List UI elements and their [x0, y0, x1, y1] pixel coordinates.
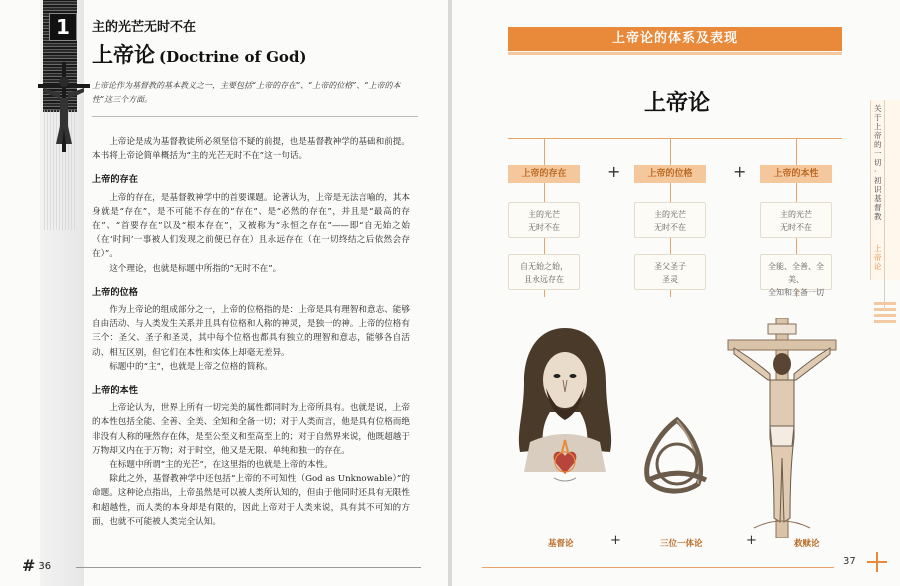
- page-number: 37: [843, 556, 856, 567]
- section-paragraph: 上帝的存在，是基督教神学中的首要课题。论著认为，上帝是无法言喻的，其本身就是“存在”，是不可能不存在的“存在”、是“必然的存在”，并且是“最高的存在”、“首要存在”以及“根本存在”，又被称为“永恒之存在”——即“自无始之始（在‘时间’一事被人们发现之前便已存在）且永远存在（在一切终结之后依然会存在）”。: [92, 192, 410, 260]
- chapter-title: [92, 39, 307, 69]
- box-line: 无时不在: [654, 223, 686, 232]
- chapter-intro: 上帝论作为基督教的基本教义之一，主要包括“上帝的存在”、“上帝的位格”、“上帝的本性”这三个方面。: [92, 81, 401, 104]
- plus-sign: +: [733, 162, 747, 181]
- attribute-label-existence: 上帝的存在: [508, 165, 580, 183]
- footer-cross-icon: [866, 551, 888, 573]
- diagram-banner: 上帝论的体系及表现: [508, 27, 842, 51]
- side-tab-text: 关于上帝的一切 · 初识基督教: [874, 104, 882, 221]
- box-line: 主的光芒: [654, 210, 686, 219]
- section-heading: 上帝的存在: [92, 174, 138, 186]
- side-tab-rule: [884, 100, 885, 310]
- attribute-label-person: 上帝的位格: [634, 165, 706, 183]
- footer-rule: [482, 567, 834, 568]
- attribute-detail-box: [760, 254, 832, 297]
- section-paragraph: 除此之外，基督教神学中还包括“上帝的不可知性（God as Unknowable）”的命题。这种论点指出，上帝虽然是可以被人类所认知的，但由于他同时还具有无限性和超越性，而人类的本身却是有限的，因此上帝对于人类来说，具有其不可知的方面，也就不可能被人类完全认知。: [92, 474, 410, 527]
- box-line: 无时不在: [528, 223, 560, 232]
- banner-underline: [508, 52, 842, 55]
- side-tab-decor: [870, 300, 900, 340]
- body-intro-paragraph: 上帝论是成为基督教徒所必须坚信不疑的前提，也是基督教神学的基础和前提。本书将上帝论简单概括为“主的光芒无时不在”这一句话。: [92, 137, 410, 162]
- attribute-box: [634, 202, 706, 238]
- right-page: [452, 0, 900, 586]
- box-line: 主的光芒: [528, 210, 560, 219]
- trinity-knot-icon: [636, 414, 718, 500]
- section-paragraph: 作为上帝论的组成部分之一，上帝的位格指的是：上帝是具有理智和意志、能够自由活动、与人类发生关系并且具有位格和人称的神灵，是独一的神。上帝的位格有三个：圣父、圣子和圣灵，其中每个位格也都具有独立的理智和意志，能够各自活动、相互区别，但它们在本性和实体上却毫无差异。: [92, 305, 410, 358]
- box-line: 且永远存在: [524, 275, 564, 284]
- jesus-portrait-illustration: [510, 322, 620, 502]
- box-line: 圣父圣子: [654, 262, 686, 271]
- crucifix-icon: [36, 62, 92, 152]
- box-line: 主的光芒: [780, 210, 812, 219]
- section-heading: 上帝的本性: [92, 385, 138, 397]
- attribute-detail-box: [508, 254, 580, 290]
- section-paragraph: 在标题中所谓“主的光芒”，在这里指的也就是上帝的本性。: [109, 460, 333, 471]
- bottom-label-trinity: 三位一体论: [660, 539, 703, 549]
- attribute-detail-box: [634, 254, 706, 290]
- chapter-title-cn: 上帝论: [92, 42, 155, 67]
- attribute-label-nature: 上帝的本性: [760, 165, 832, 183]
- bottom-label-soteriology: 救赎论: [794, 539, 820, 549]
- section-paragraph: 标题中的“主”，也就是上帝之位格的简称。: [109, 361, 273, 372]
- divider: [92, 116, 418, 117]
- box-line: 无时不在: [780, 223, 812, 232]
- section-paragraph: 上帝论认为，世界上所有一切完美的属性都同时为上帝所具有。也就是说，上帝的本性包括全能、全善、全美、全知和全备一切；对于人类而言，他是具有位格而绝非没有人称的哑然存在体，是至公至义和至高至上的；对于自然界来说，他既超越于万物却又内在于万物；对于时空，他又是无限、单纯和独一的存在。: [92, 403, 410, 456]
- left-page: [0, 0, 448, 586]
- box-line: 自无始之始，: [520, 262, 568, 271]
- chapter-title-en: (Doctrine of God): [159, 48, 307, 66]
- chapter-number: 1: [49, 13, 77, 41]
- side-tab-accent: 上帝论: [874, 244, 882, 271]
- plus-sign: +: [607, 162, 621, 181]
- box-line: 圣灵: [662, 275, 678, 284]
- attribute-box: [760, 202, 832, 238]
- page-number: 36: [38, 561, 52, 572]
- chapter-kicker: 主的光芒无时不在: [92, 20, 197, 35]
- section-paragraph: 这个理论，也就是标题中所指的“无时不在”。: [109, 263, 282, 274]
- footer-rule: [76, 567, 421, 568]
- box-line: 全知和全备一切: [768, 288, 824, 297]
- plus-sign: +: [746, 533, 757, 548]
- page-footer: [22, 556, 51, 575]
- plus-sign: +: [610, 533, 621, 548]
- bottom-label-christology: 基督论: [548, 539, 574, 549]
- box-line: 全能、全善、全美、: [768, 262, 824, 284]
- section-heading: 上帝的位格: [92, 286, 138, 298]
- crucifixion-illustration: [724, 318, 840, 538]
- body-text: [92, 135, 410, 529]
- attribute-box: [508, 202, 580, 238]
- diagram-connector: [508, 138, 842, 139]
- diagram-main-title: 上帝论: [643, 90, 710, 116]
- footer-ornament-icon: #: [22, 556, 35, 575]
